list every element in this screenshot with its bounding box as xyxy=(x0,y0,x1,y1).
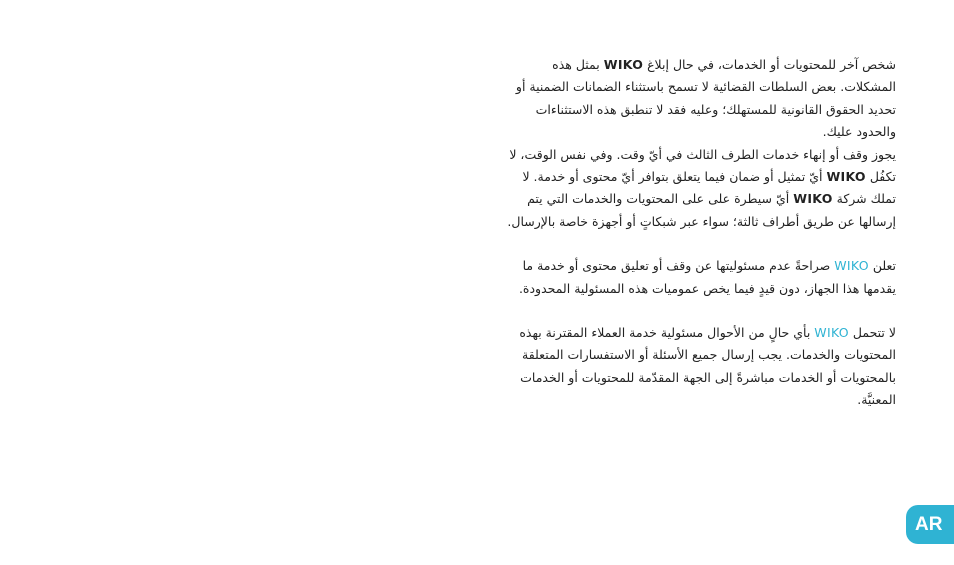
paragraph-3-text-end: صراحةً عدم مسئوليتها عن وقف أو تعليق محتوى أو خدمة ما يقدمها هذا الجهاز، دون قيدٍ فيما يخص عموميات هذه المسئولية المحدودة. xyxy=(518,258,896,296)
paragraph-1-text-end: بمثل هذه المشكلات. بعض السلطات القضائية لا تسمح باستثناء الضمانات الضمنية أو تحديد الحقوق القانونية للمستهلك؛ وعليه فقد لا تنطبق هذه الاستثناءات والحدود عليك. xyxy=(515,57,896,140)
brand-name: WIKO xyxy=(793,191,833,207)
paragraph-1-text-start: شخص آخر للمحتويات أو الخدمات، في حال إبلاغ xyxy=(643,57,896,72)
paragraph-4-text-start: لا تتحمل xyxy=(848,325,896,341)
paragraph-2 xyxy=(506,144,896,234)
paragraph-4-text-end: بأي حالٍ من الأحوال مسئولية خدمة العملاء المقترنة بهذه المحتويات والخدمات. يجب إرسال جميع الأسئلة أو الاستفسارات المتعلقة بالمحتويات أو الخدمات مباشرةً إلى الجهة المقدّمة للمحتويات أو الخدمات المعنيَّة. xyxy=(519,325,896,408)
paragraph-4 xyxy=(506,322,896,412)
brand-name: WIKO xyxy=(826,169,866,185)
paragraph-2-text-end: أيّ سيطرة على على المحتويات والخدمات التي يتم إرسالها عن طريق أطراف ثالثة؛ سواء عبر شبكاتٍ أو أجهزة خاصة بالإرسال. xyxy=(507,191,896,229)
document-body xyxy=(506,54,896,412)
paragraph-3 xyxy=(506,255,896,300)
brand-name: WIKO xyxy=(603,57,644,72)
paragraph-2-text-middle: أيّ تمثيل أو ضمان فيما يتعلق بتوافر أيّ محتوى أو خدمة. لا تملك شركة xyxy=(522,169,896,207)
paragraph-1 xyxy=(506,54,896,144)
paragraph-2-text-start: يجوز وقف أو إنهاء خدمات الطرف الثالث في أيّ وقت. وفي نفس الوقت، لا تكفُل xyxy=(509,146,896,185)
language-tab-ar[interactable]: AR xyxy=(906,505,954,544)
brand-name-highlight: WIKO xyxy=(834,258,869,274)
paragraph-3-text-start: تعلن xyxy=(868,258,896,274)
brand-name-highlight: WIKO xyxy=(814,325,849,341)
